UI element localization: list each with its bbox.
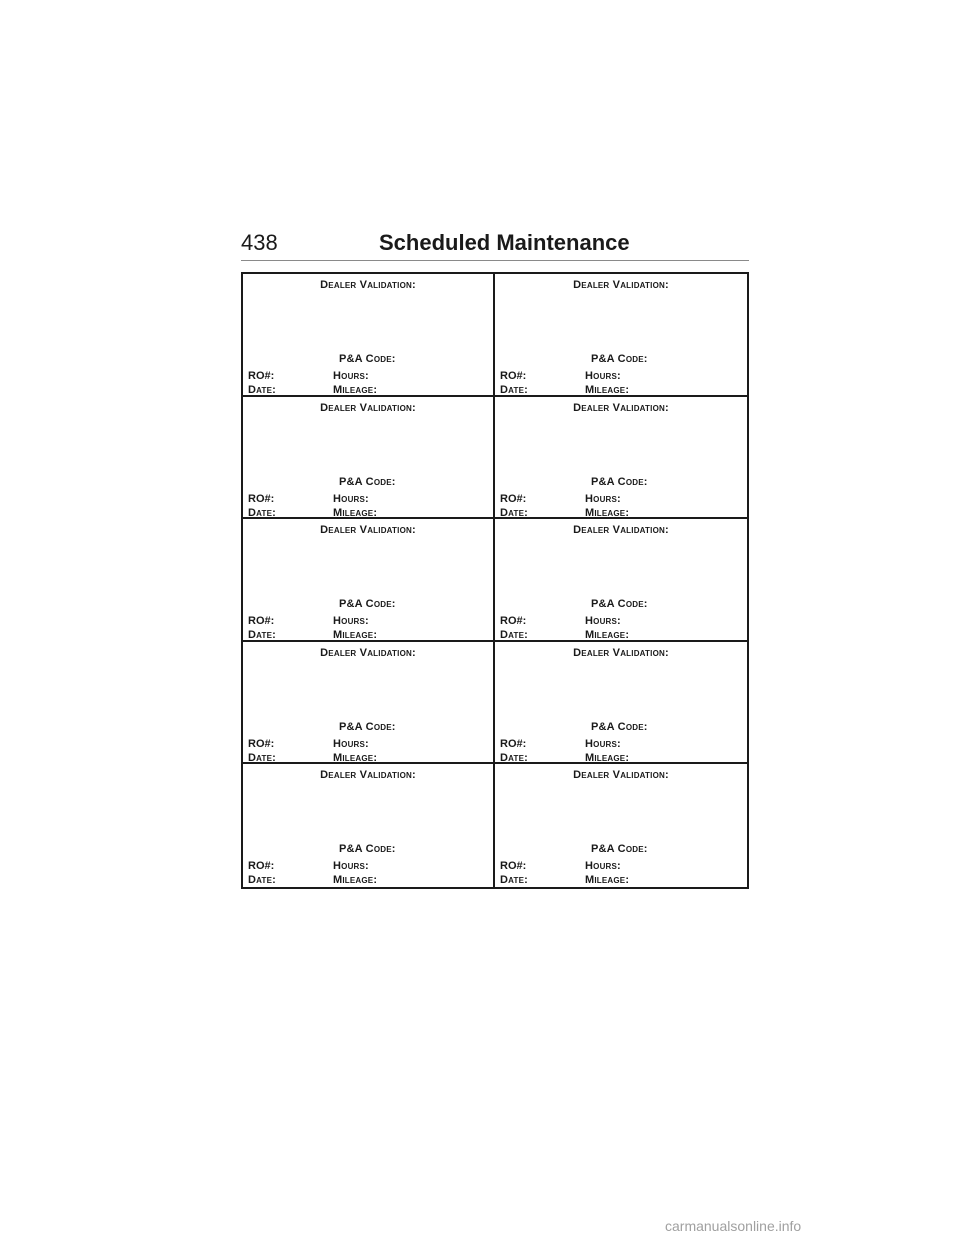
mileage-label: Mileage: <box>585 629 630 642</box>
pa-code-label: P&A Code: <box>339 720 396 733</box>
mileage-label: Mileage: <box>585 506 630 519</box>
log-cell <box>243 642 495 765</box>
dealer-validation-label: Dealer Validation: <box>573 646 669 659</box>
log-cell <box>495 397 747 520</box>
pa-code-label: P&A Code: <box>591 720 648 733</box>
ro-label: RO#: <box>500 615 527 628</box>
page-title: Scheduled Maintenance <box>379 230 630 255</box>
watermark-text: carmanualsonline.info <box>665 1218 802 1234</box>
mileage-label: Mileage: <box>333 751 378 764</box>
pa-code-label: P&A Code: <box>339 598 396 611</box>
ro-label: RO#: <box>248 370 275 382</box>
ro-label: RO#: <box>248 492 275 505</box>
hours-label: Hours: <box>585 615 621 628</box>
ro-label: RO#: <box>248 737 275 750</box>
log-cell <box>243 274 495 397</box>
ro-label: RO#: <box>248 860 275 873</box>
page-number: 438 <box>241 230 278 255</box>
dealer-validation-label: Dealer Validation: <box>320 769 416 782</box>
pa-code-label: P&A Code: <box>591 843 648 856</box>
mileage-label: Mileage: <box>585 751 630 764</box>
mileage-label: Mileage: <box>333 874 378 887</box>
dealer-validation-label: Dealer Validation: <box>573 401 669 414</box>
date-label: Date: <box>248 751 277 764</box>
dealer-validation-label: Dealer Validation: <box>573 279 669 291</box>
log-cell <box>495 642 747 765</box>
pa-code-label: P&A Code: <box>339 353 396 365</box>
hours-label: Hours: <box>585 737 621 750</box>
hours-label: Hours: <box>333 860 369 873</box>
maintenance-log-table <box>241 272 749 889</box>
log-cell <box>243 764 495 887</box>
page-header <box>241 228 749 261</box>
date-label: Date: <box>248 874 277 887</box>
pa-code-label: P&A Code: <box>339 843 396 856</box>
log-cell <box>495 519 747 642</box>
mileage-label: Mileage: <box>585 384 630 396</box>
mileage-label: Mileage: <box>585 874 630 887</box>
pa-code-label: P&A Code: <box>591 475 648 488</box>
date-label: Date: <box>500 384 529 396</box>
ro-label: RO#: <box>248 615 275 628</box>
mileage-label: Mileage: <box>333 506 378 519</box>
date-label: Date: <box>500 506 529 519</box>
date-label: Date: <box>500 874 529 887</box>
pa-code-label: P&A Code: <box>591 353 648 365</box>
hours-label: Hours: <box>333 492 369 505</box>
ro-label: RO#: <box>500 492 527 505</box>
pa-code-label: P&A Code: <box>591 598 648 611</box>
hours-label: Hours: <box>585 370 621 382</box>
log-cell <box>495 764 747 887</box>
ro-label: RO#: <box>500 370 527 382</box>
log-cell <box>243 397 495 520</box>
hours-label: Hours: <box>333 615 369 628</box>
hours-label: Hours: <box>585 492 621 505</box>
date-label: Date: <box>500 751 529 764</box>
dealer-validation-label: Dealer Validation: <box>320 279 416 291</box>
ro-label: RO#: <box>500 860 527 873</box>
pa-code-label: P&A Code: <box>339 475 396 488</box>
ro-label: RO#: <box>500 737 527 750</box>
date-label: Date: <box>500 629 529 642</box>
log-cell <box>243 519 495 642</box>
dealer-validation-label: Dealer Validation: <box>573 524 669 537</box>
dealer-validation-label: Dealer Validation: <box>320 646 416 659</box>
date-label: Date: <box>248 506 277 519</box>
mileage-label: Mileage: <box>333 384 378 396</box>
mileage-label: Mileage: <box>333 629 378 642</box>
dealer-validation-label: Dealer Validation: <box>573 769 669 782</box>
hours-label: Hours: <box>333 737 369 750</box>
hours-label: Hours: <box>333 370 369 382</box>
hours-label: Hours: <box>585 860 621 873</box>
dealer-validation-label: Dealer Validation: <box>320 524 416 537</box>
date-label: Date: <box>248 384 277 396</box>
dealer-validation-label: Dealer Validation: <box>320 401 416 414</box>
log-cell <box>495 274 747 397</box>
date-label: Date: <box>248 629 277 642</box>
